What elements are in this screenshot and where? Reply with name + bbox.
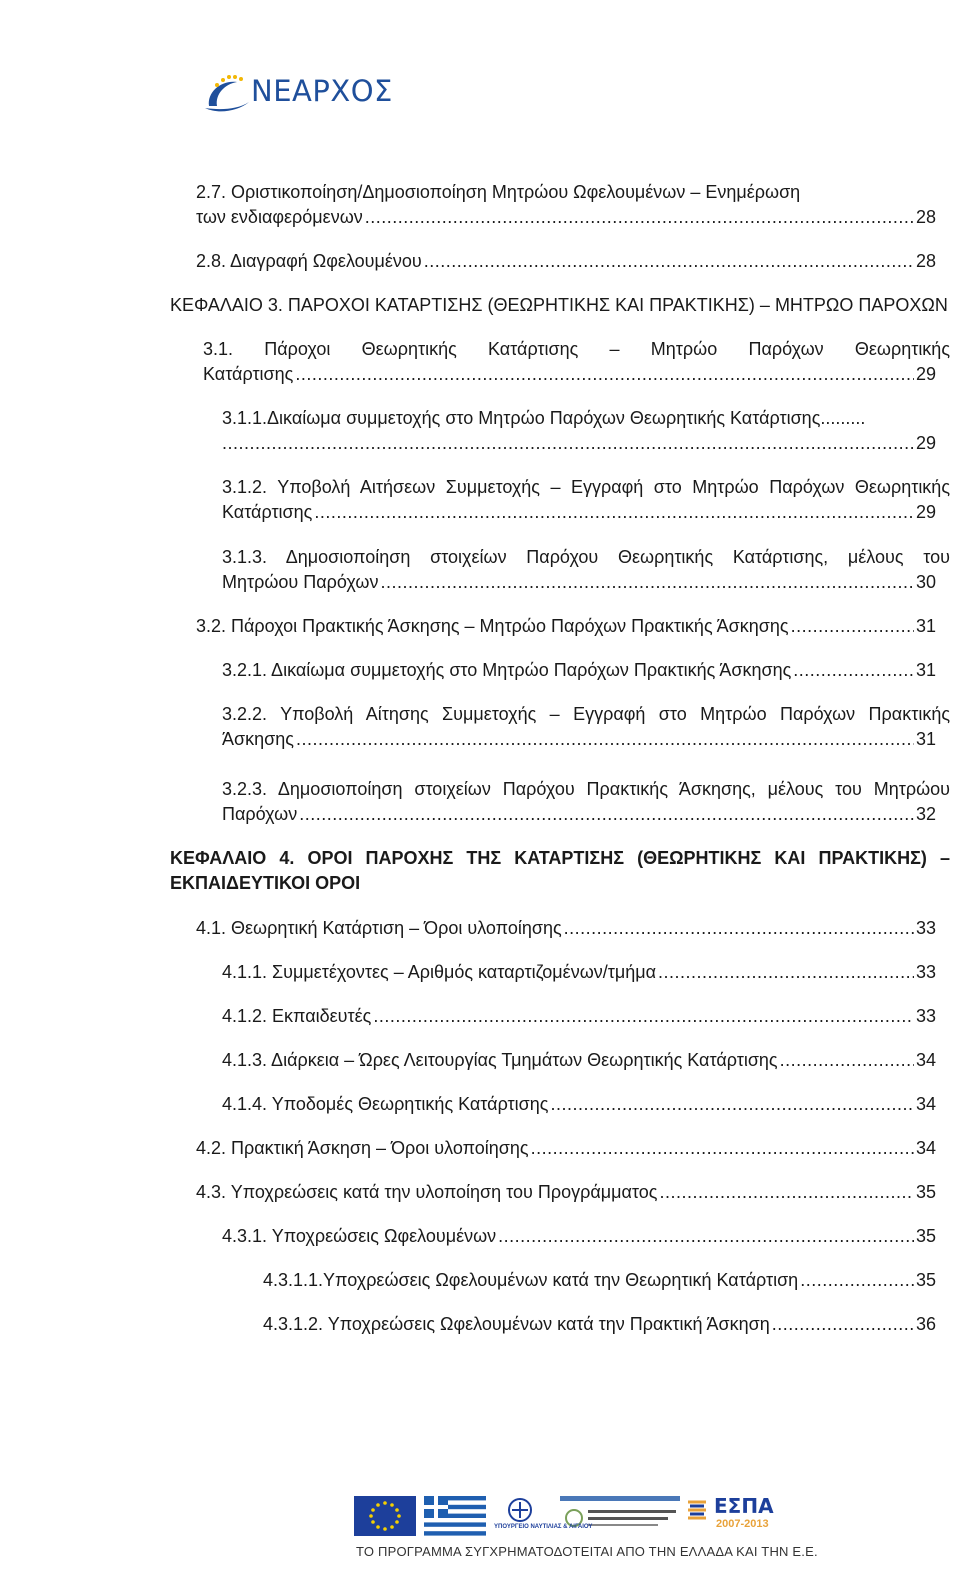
ministry-label: ΥΠΟΥΡΓΕΙΟ ΝΑΥΤΙΛΙΑΣ & ΑΙΓΑΙΟΥ [494,1524,593,1530]
toc-entry-label: 4.3.1. Υποχρεώσεις Ωφελουμένων [222,1226,497,1246]
toc-entry-line: 2.7. Οριστικοποίηση/Δημοσιοποίηση Μητρώου Ωφελουμένων – Ενημέρωση [196,182,801,202]
leader-dots [498,1224,914,1249]
toc-entry-3-1-3[interactable] [222,545,950,595]
ministry-emblem-icon [509,1499,531,1521]
toc-entry-label: 3.2.1. Δικαίωμα συμμετοχής στο Μητρώο Παρόχων Πρακτικής Άσκησης [222,660,792,680]
leader-dots [296,727,914,752]
toc-entry-4-1-4[interactable] [222,1092,936,1117]
leader-dots [314,500,914,525]
nearchos-logo [203,72,393,118]
toc-entry-label: 4.3.1.2. Υποχρεώσεις Ωφελουμένων κατά την Πρακτική Άσκηση [263,1314,770,1334]
toc-entry-3-1-2[interactable] [222,475,950,525]
toc-page-number: 29 [915,364,936,384]
espa-years: 2007-2013 [716,1518,769,1530]
toc-entry-3-2[interactable] [196,614,936,639]
toc-page-number: 32 [915,804,936,824]
toc-entry-line: 3.2.2. Υποβολή Αίτησης Συμμετοχής – Εγγραφή στο Μητρώο Παρόχων Πρακτικής [222,704,950,724]
toc-page-number: 35 [915,1182,936,1202]
toc-page-number: 29 [915,433,936,453]
eu-flag-icon [354,1496,416,1536]
toc-page-number: 34 [915,1050,936,1070]
toc-page-number: 34 [915,1138,936,1158]
toc-page-number: 31 [915,616,936,636]
logo-swoosh-icon [203,72,253,118]
leader-dots [295,362,914,387]
greek-flag-icon [424,1496,486,1536]
toc-page-number: 36 [915,1314,936,1334]
toc-entry-2-7[interactable] [196,180,936,230]
funding-statement: ΤΟ ΠΡΟΓΡΑΜΜΑ ΣΥΓΧΡΗΜΑΤΟΔΟΤΕΙΤΑΙ ΑΠΟ ΤΗΝ ΕΛΛΑΔΑ ΚΑΙ ΤΗΝ Ε.Ε. [356,1544,818,1559]
toc-entry-label: 4.2. Πρακτική Άσκηση – Όροι υλοποίησης [196,1138,529,1158]
toc-entry-3-2-1[interactable] [222,658,936,683]
leader-dots [564,916,914,941]
toc-entry-4-1-1[interactable] [222,960,936,985]
leader-dots [658,960,914,985]
toc-page-number: 29 [915,502,936,522]
toc-entry-label: Κατάρτισης [203,364,294,384]
leader-dots [365,205,914,230]
leader-dots [550,1092,914,1117]
toc-entry-3-2-3[interactable] [222,777,950,827]
toc-entry-3-1-1[interactable] [222,406,936,456]
toc-entry-label: 4.1.2. Εκπαιδευτές [222,1006,372,1026]
toc-entry-4-1-3[interactable] [222,1048,936,1073]
leader-dots [780,1048,914,1073]
toc-entry-label: Κατάρτισης [222,502,313,522]
funding-logos [352,1494,772,1538]
toc-entry-label: 4.1. Θεωρητική Κατάρτιση – Όροι υλοποίησης [196,918,562,938]
leader-dots [772,1312,914,1337]
toc-entry-line: 3.1. Πάροχοι Θεωρητικής Κατάρτισης – Μητρώο Παρόχων Θεωρητικής [203,339,950,359]
toc-chapter-label: ΚΕΦΑΛΑΙΟ 3. ΠΑΡΟΧΟΙ ΚΑΤΑΡΤΙΣΗΣ (ΘΕΩΡΗΤΙΚΗΣ ΚΑΙ ΠΡΑΚΤΙΚΗΣ) – ΜΗΤΡΩΟ ΠΑΡΟΧΩΝ [170,295,948,315]
toc-entry-line: 3.1.2. Υποβολή Αιτήσεων Συμμετοχής – Εγγραφή στο Μητρώο Παρόχων Θεωρητικής [222,477,950,497]
toc-entry-4-3[interactable] [196,1180,936,1205]
leader-dots [380,570,914,595]
toc-entry-line: 3.1.3. Δημοσιοποίηση στοιχείων Παρόχου Θεωρητικής Κατάρτισης, μέλους του [222,547,950,567]
toc-entry-label: Άσκησης [222,729,294,749]
toc-page-number: 28 [915,251,936,271]
toc-entry-3-1[interactable] [203,337,950,387]
toc-entry-label: 2.8. Διαγραφή Ωφελουμένου [196,251,422,271]
toc-entry-label: 4.1.1. Συμμετέχοντες – Αριθμός καταρτιζομένων/τμήμα [222,962,657,982]
toc-entry-4-2[interactable] [196,1136,936,1161]
toc-entry-4-1[interactable] [196,916,936,941]
toc-entry-label: 4.1.3. Διάρκεια – Ώρες Λειτουργίας Τμημάτων Θεωρητικής Κατάρτισης [222,1050,778,1070]
toc-entry-label: 4.3. Υποχρεώσεις κατά την υλοποίηση του Προγράμματος [196,1182,658,1202]
toc-page-number: 35 [915,1226,936,1246]
toc-page-number: 34 [915,1094,936,1114]
toc-chapter-line: ΕΚΠΑΙΔΕΥΤΙΚΟΙ ΟΡΟΙ [170,873,361,893]
leader-dots [299,802,914,827]
toc-page-number: 28 [915,207,936,227]
toc-page-number: 35 [915,1270,936,1290]
toc-entry-2-8[interactable] [196,249,936,274]
toc-entry-label: 4.1.4. Υποδομές Θεωρητικής Κατάρτισης [222,1094,549,1114]
toc-entry-label: 3.2. Πάροχοι Πρακτικής Άσκησης – Μητρώο Παρόχων Πρακτικής Άσκησης [196,616,789,636]
funding-logos-graphic [352,1494,772,1538]
toc-entry-4-3-1-2[interactable] [263,1312,936,1337]
leader-dots [800,1268,914,1293]
toc-entry-line: 3.2.3. Δημοσιοποίηση στοιχείων Παρόχου Πρακτικής Άσκησης, μέλους του Μητρώου [222,779,950,799]
logo-text: ΝΕΑΡΧΟΣ [251,74,393,108]
toc-chapter-line: ΚΕΦΑΛΑΙΟ 4. ΟΡΟΙ ΠΑΡΟΧΗΣ ΤΗΣ ΚΑΤΑΡΤΙΣΗΣ (ΘΕΩΡΗΤΙΚΗΣ ΚΑΙ ΠΡΑΚΤΙΚΗΣ) – [170,848,950,868]
toc-entry-4-3-1-1[interactable] [263,1268,936,1293]
toc-entry-4-3-1[interactable] [222,1224,936,1249]
toc-page-number: 33 [915,1006,936,1026]
toc-page-number: 30 [915,572,936,592]
toc-entry-4-1-2[interactable] [222,1004,936,1029]
toc-chapter-3[interactable] [170,293,950,318]
toc-entry-3-2-2[interactable] [222,702,950,752]
toc-page-number: 31 [915,660,936,680]
leader-dots [531,1136,914,1161]
leader-dots [791,614,914,639]
leader-dots [793,658,914,683]
toc-chapter-4[interactable] [170,846,950,896]
leader-dots [222,431,914,456]
toc-entry-label: των ενδιαφερόμενων [196,207,363,227]
toc-page-number: 33 [915,962,936,982]
toc-page-number: 33 [915,918,936,938]
toc-page-number: 31 [915,729,936,749]
leader-dots [373,1004,914,1029]
espa-label: ΕΣΠΑ [714,1494,774,1518]
leader-dots [659,1180,913,1205]
toc-entry-label: Παρόχων [222,804,298,824]
operational-programme-logo-icon [560,1496,680,1526]
toc-entry-label: Μητρώου Παρόχων [222,572,379,592]
toc-entry-line: 3.1.1.Δικαίωμα συμμετοχής στο Μητρώο Παρόχων Θεωρητικής Κατάρτισης......... [222,408,866,428]
toc-entry-label: 4.3.1.1.Υποχρεώσεις Ωφελουμένων κατά την Θεωρητική Κατάρτιση [263,1270,799,1290]
espa-logo-icon [688,1502,706,1518]
leader-dots [424,249,914,274]
